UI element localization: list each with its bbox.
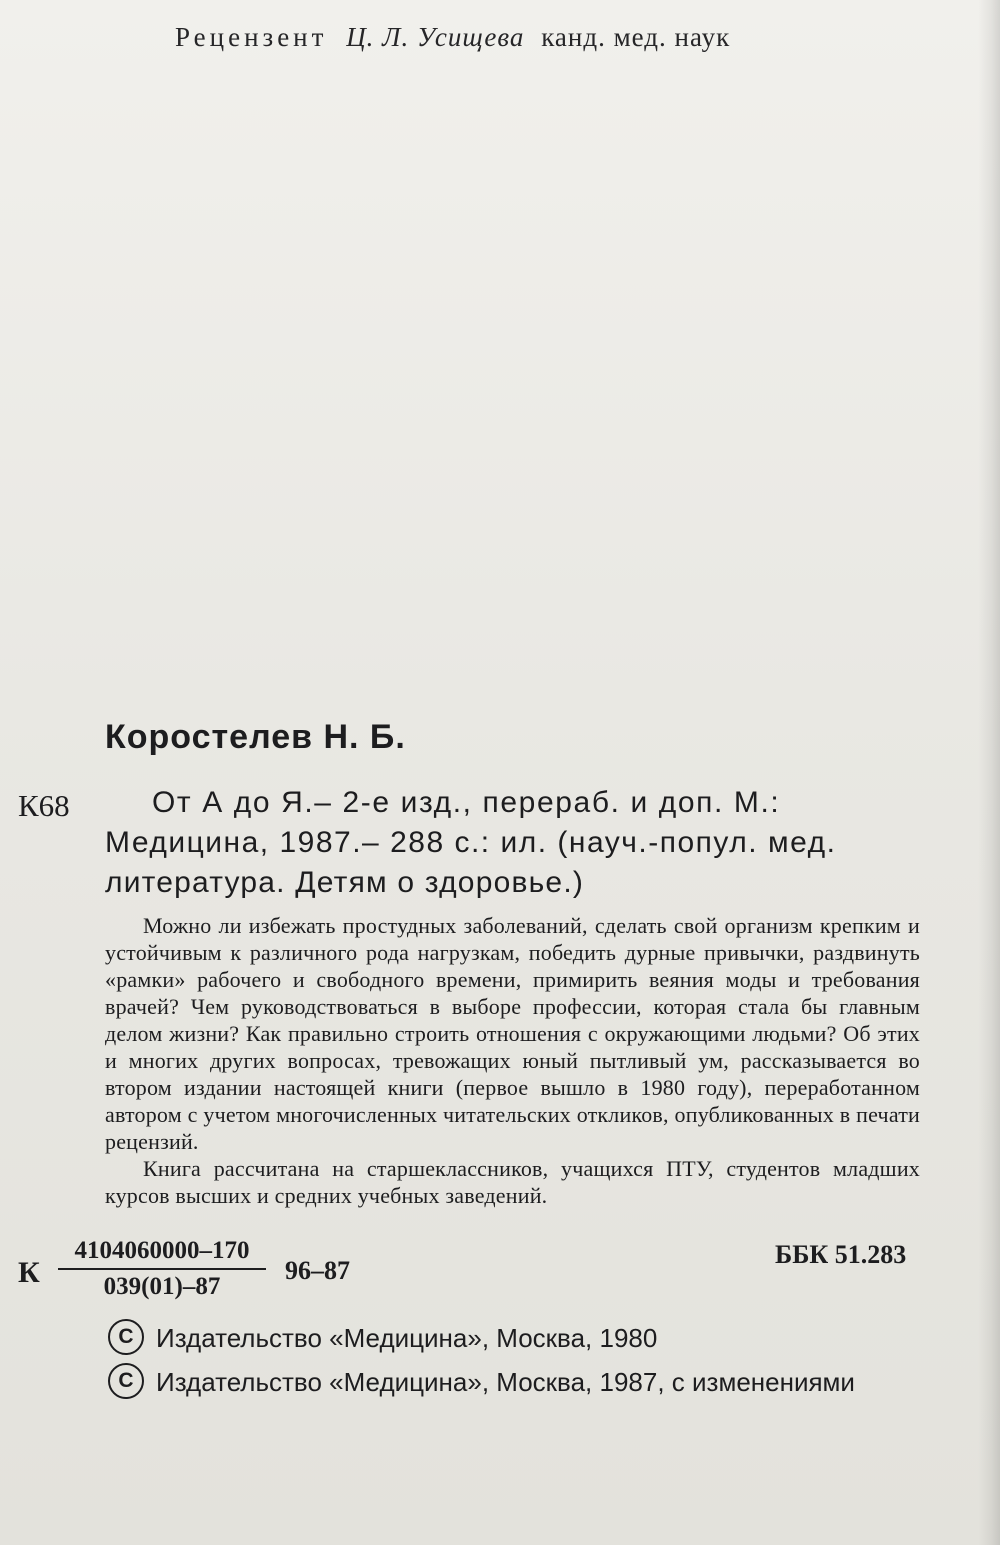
copyright-text-2: Издательство «Медицина», Москва, 1987, с изменениями xyxy=(156,1366,855,1397)
author-heading: Коростелев Н. Б. xyxy=(105,718,406,756)
classification-letter: К xyxy=(18,1256,40,1289)
title-line-2: Медицина, 1987.– 288 с.: ил. (науч.-попул. мед. xyxy=(105,826,837,859)
copyright-text-1: Издательство «Медицина», Москва, 1980 xyxy=(156,1322,658,1353)
annotation-paragraph-2: Книга рассчитана на старшеклассников, учащихся ПТУ, студентов младших курсов высших и средних учебных заведений. xyxy=(105,1156,920,1208)
title-line-1: От А до Я.– 2-е изд., перераб. и доп. М.: xyxy=(152,786,781,819)
fraction-denominator: 039(01)–87 xyxy=(103,1273,221,1300)
copyright-icon: C xyxy=(108,1363,144,1399)
classification-fraction xyxy=(58,1237,266,1301)
title-line-3: литература. Детям о здоровье.) xyxy=(105,866,585,899)
fraction-numerator: 4104060000–170 xyxy=(58,1237,266,1270)
series-code: 96–87 xyxy=(285,1256,350,1285)
copyright-line-2 xyxy=(108,1366,855,1402)
reviewer-label: Рецензент xyxy=(175,22,328,52)
reviewer-degree: канд. мед. наук xyxy=(541,22,731,52)
page-edge-shadow xyxy=(978,0,1000,1545)
copyright-icon: C xyxy=(108,1319,144,1355)
bbk-code: ББК 51.283 xyxy=(775,1240,907,1269)
copyright-line-1 xyxy=(108,1322,657,1358)
annotation-text xyxy=(105,912,920,1209)
index-code: К68 xyxy=(18,788,70,823)
annotation-paragraph-1: Можно ли избежать простудных заболеваний, сделать свой организм крепким и устойчивым к различного рода нагрузкам, победить дурные привычки, раздвинуть «рамки» рабочего и свободного времени, примирить веяния моды и требования врачей? Чем руководствоваться в выборе профессии, которая стала бы главным делом жизни? Как правильно строить отношения с окружающими людьми? Об этих и многих других вопросах, тревожащих юный пытливый ум, рассказывается во втором издании настоящей книги (первое вышло в 1980 году), переработанном автором с учетом многочисленных читательских откликов, опубликованных в печати рецензий. xyxy=(105,913,920,1154)
reviewer-name: Ц. Л. Усищева xyxy=(346,22,525,52)
reviewer-line xyxy=(175,22,730,53)
